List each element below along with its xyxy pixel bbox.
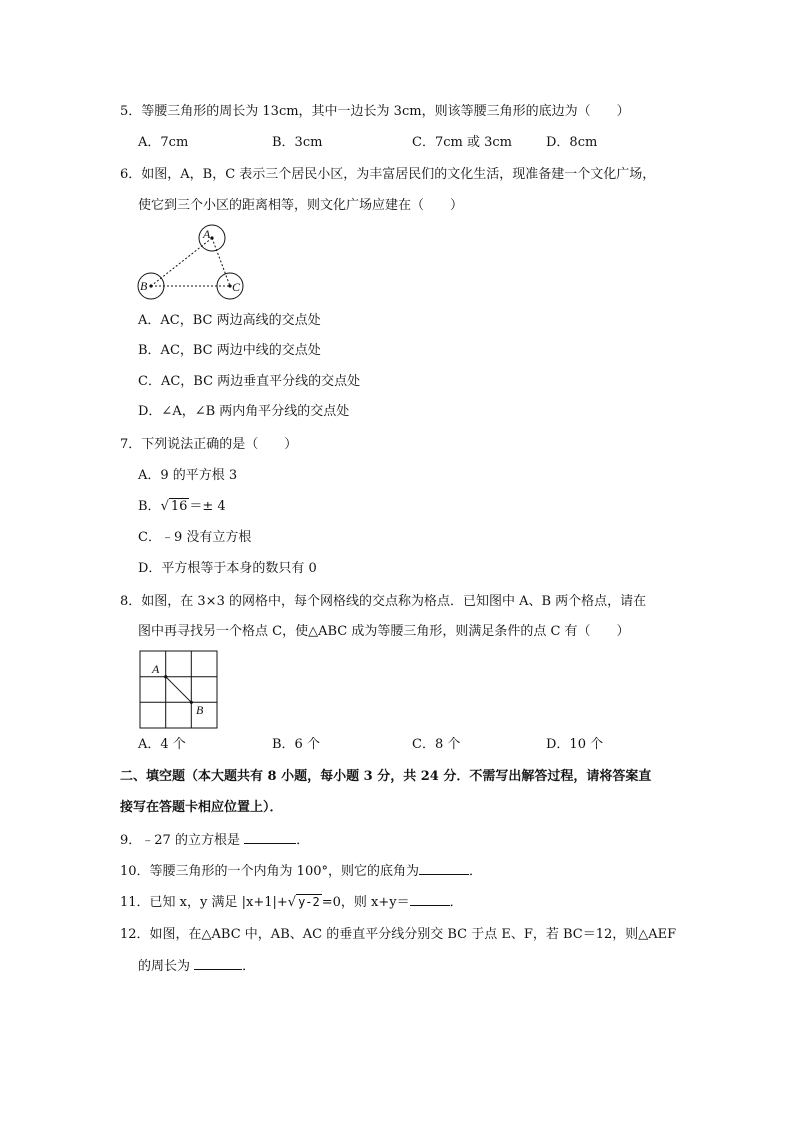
- q11-radicand: y-2: [298, 895, 320, 909]
- q7-stem: 7．下列说法正确的是（ ）: [120, 437, 298, 452]
- q7-option-b-suffix: ＝± 4: [189, 499, 226, 514]
- q7-option-d: D．平方根等于本身的数只有 0: [138, 561, 317, 576]
- q7-option-a: A．9 的平方根 3: [138, 468, 238, 483]
- point-b: [190, 701, 193, 704]
- q12-line1: 12．如图，在△ABC 中，AB、AC 的垂直平分线分别交 BC 于点 E、F，若 BC＝12，则△AEF: [120, 927, 677, 942]
- q12-answer-blank[interactable]: [194, 957, 242, 970]
- q5-option-a: A．7cm: [138, 135, 189, 150]
- q10-answer-blank[interactable]: [419, 862, 469, 875]
- q9-end: ．: [296, 833, 310, 848]
- q8-option-a: A．4 个: [138, 737, 186, 752]
- q8-option-d: D．10 个: [546, 737, 604, 752]
- q9: [120, 831, 309, 850]
- q6-stem-line1: 6．如图，A，B，C 表示三个居民小区，为丰富居民们的文化生活，现准备建一个文化广场，: [120, 167, 656, 182]
- section-2-heading-line1: 二、填空题（本大题共有 8 小题，每小题 3 分，共 24 分．不需写出解答过程，请将答案直: [120, 769, 652, 784]
- segment-ab: [151, 238, 212, 286]
- q8-stem-line2: 图中再寻找另一个格点 C，使△ABC 成为等腰三角形，则满足条件的点 C 有（ ）: [138, 624, 630, 639]
- q6-option-a: A．AC，BC 两边高线的交点处: [138, 313, 321, 328]
- q6-option-b: B．AC，BC 两边中线的交点处: [138, 343, 321, 358]
- label-a: A: [203, 227, 211, 241]
- q12-line2: [138, 957, 255, 976]
- q9-text: 9．﹣27 的立方根是: [120, 833, 245, 848]
- point-a: [164, 675, 167, 678]
- label-b: B: [140, 279, 148, 293]
- q6-option-d: D．∠A，∠B 两内角平分线的交点处: [138, 404, 350, 419]
- label-c: C: [232, 280, 241, 294]
- q11-end: ．: [449, 895, 463, 910]
- sqrt-sign: √: [160, 499, 169, 514]
- q10-text: 10．等腰三角形的一个内角为 100°，则它的底角为: [120, 864, 419, 879]
- point-b: [149, 284, 152, 287]
- q5-option-c: C．7cm 或 3cm: [412, 135, 512, 150]
- q5-option-d: D．8cm: [546, 135, 598, 150]
- section-2-heading-line2: 接写在答题卡相应位置上）．: [120, 800, 283, 815]
- q6-option-c: C．AC，BC 两边垂直平分线的交点处: [138, 374, 361, 389]
- q11-text: 11．已知 x，y 满足 |x+1|+: [120, 895, 288, 910]
- segment-ac: [212, 238, 230, 286]
- q8-option-b: B．6 个: [272, 737, 320, 752]
- q8-stem-line1: 8．如图，在 3×3 的网格中，每个网格线的交点称为格点．已知图中 A、B 两个格点，请在: [120, 594, 647, 609]
- q8-option-c: C．8 个: [412, 737, 461, 752]
- q6-figure: [132, 220, 252, 305]
- q5-option-b: B．3cm: [272, 135, 323, 150]
- q9-answer-blank[interactable]: [244, 831, 296, 844]
- label-b: B: [196, 703, 204, 717]
- q11-middle: =0，则 x+y＝: [321, 895, 410, 910]
- q10-end: ．: [469, 864, 483, 879]
- q12-text: 的周长为: [138, 959, 195, 974]
- q7-option-b-prefix: B．: [138, 499, 161, 514]
- q7-option-b-radicand: 16: [170, 499, 188, 514]
- sqrt-sign: √: [287, 895, 297, 910]
- q11: [120, 893, 463, 912]
- label-a: A: [152, 662, 160, 676]
- q7-option-b: [138, 498, 226, 516]
- q5-stem: 5．等腰三角形的周长为 13cm，其中一边长为 3cm，则该等腰三角形的底边为（ ）: [120, 104, 630, 119]
- q11-answer-blank[interactable]: [410, 893, 450, 906]
- q8-grid-figure: [138, 649, 222, 733]
- q10: [120, 862, 482, 881]
- segment-ab: [166, 677, 192, 703]
- q7-option-c: C．﹣9 没有立方根: [138, 530, 252, 545]
- point-a: [210, 236, 213, 239]
- q6-stem-line2: 使它到三个小区的距离相等，则文化广场应建在（ ）: [138, 198, 464, 213]
- q12-end: ．: [242, 959, 256, 974]
